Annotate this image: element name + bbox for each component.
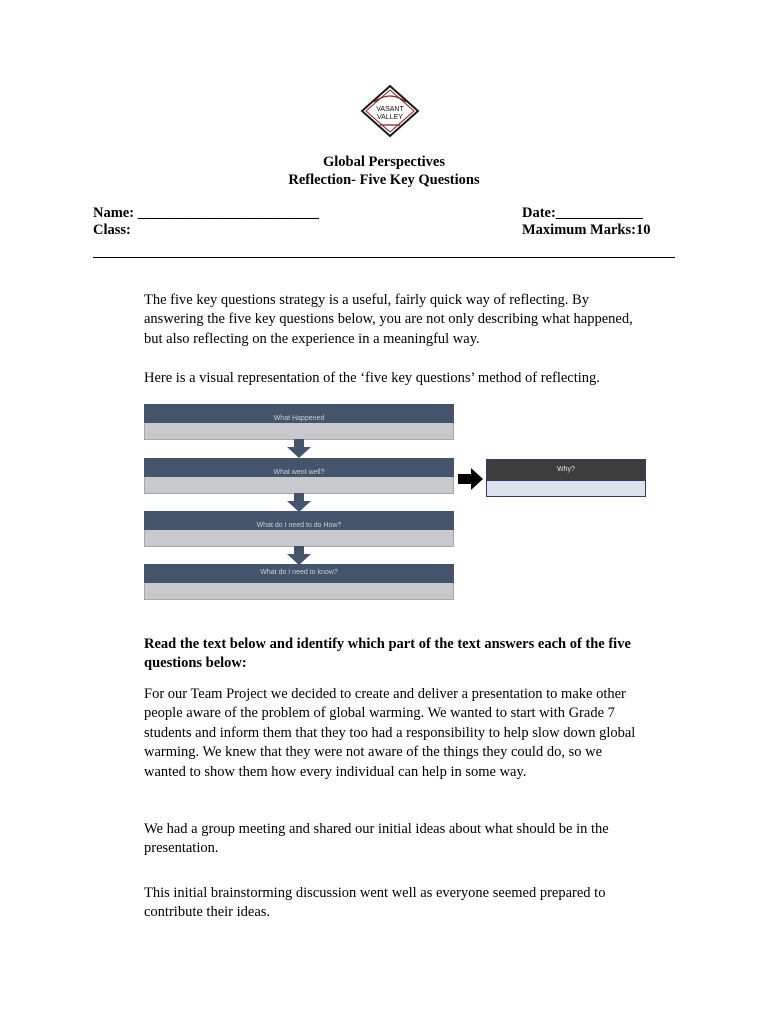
right-arrow-icon: [458, 468, 484, 495]
flow-step-3: [144, 511, 454, 547]
flow-step-1-label: What Happened: [144, 404, 454, 423]
header-divider: [93, 257, 675, 258]
name-field: Name: _________________________: [93, 205, 319, 221]
flow-step-1: [144, 404, 454, 440]
document-title: Global Perspectives: [322, 154, 446, 170]
instruction-heading: Read the text below and identify which part of the text answers each of the five questions below:: [144, 636, 631, 672]
why-box: [486, 459, 646, 497]
passage-paragraph-3: This initial brainstorming discussion went well as everyone seemed prepared to contribute their ideas.: [144, 885, 606, 921]
passage-paragraph-2: We had a group meeting and shared our initial ideas about what should be in the presentation.: [144, 821, 609, 857]
passage-paragraph-1: For our Team Project we decided to create and deliver a presentation to make other people aware of the problem of global warming. We wanted to start with Grade 7 students and inform them that they too had a responsibility to help slow down global warming. We knew that they were not aware of the things they could do, so we wanted to show them how every individual can help in some way.: [144, 686, 636, 780]
date-field: Date:____________: [522, 205, 643, 221]
intro-paragraph: The five key questions strategy is a useful, fairly quick way of reflecting. By answering the five key questions below, you are not only describing what happened, but also reflecting on the experience in a meaningful way.: [144, 292, 633, 347]
logo-line1: VASANT: [376, 106, 404, 113]
visual-intro: Here is a visual representation of the ‘five key questions’ method of reflecting.: [144, 370, 600, 386]
why-label: Why?: [486, 459, 646, 480]
flow-step-3-label: What do I need to do How?: [144, 511, 454, 530]
flow-step-2-label: What went well?: [144, 458, 454, 477]
flow-step-4-label: What do I need to know?: [144, 564, 454, 583]
class-field: Class:: [93, 222, 131, 238]
flow-step-2: [144, 458, 454, 494]
school-logo: [360, 84, 420, 138]
max-marks: Maximum Marks:10: [522, 222, 651, 238]
flow-step-4: [144, 564, 454, 600]
logo-line2: VALLEY: [377, 114, 403, 121]
document-subtitle: Reflection- Five Key Questions: [288, 172, 480, 188]
